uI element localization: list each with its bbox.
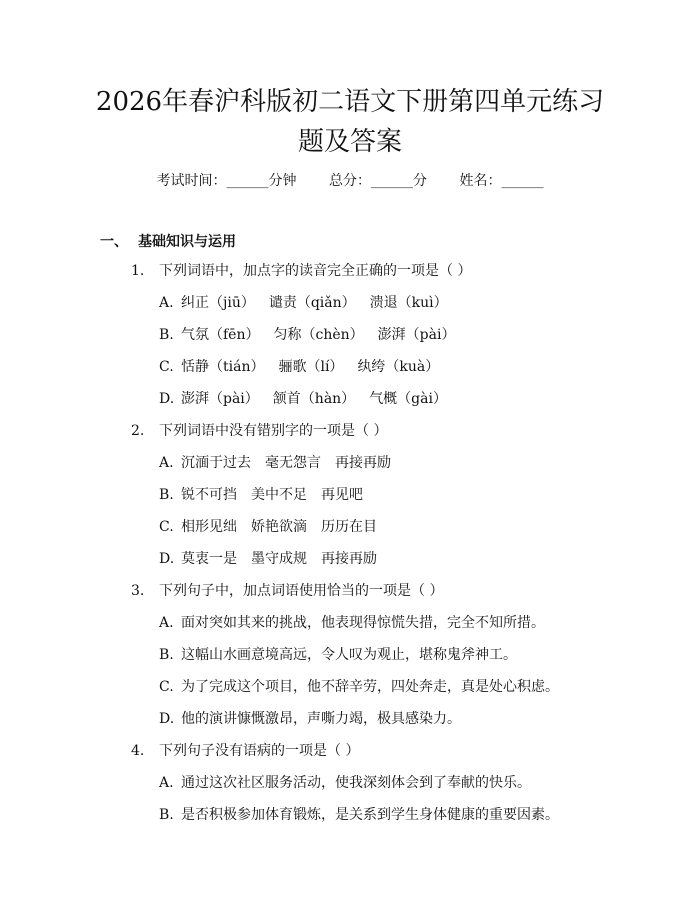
option-3b [159, 645, 517, 665]
section-heading [100, 231, 236, 251]
option-word: 毫无怨言 [265, 455, 321, 471]
option-label: A. [159, 295, 174, 311]
option-3c [159, 677, 559, 697]
option-sentence: 面对突如其来的挑战，他表现得惊慌失措，完全不知所措。 [181, 615, 545, 631]
option-3d [159, 709, 461, 729]
option-label: D. [159, 711, 175, 727]
question-1 [131, 261, 471, 281]
exam-total-score: 总分：______分 [329, 173, 427, 189]
option-word: 气概（gài） [369, 391, 447, 407]
exam-time: 考试时间：______分钟 [156, 173, 297, 189]
option-label: B. [159, 647, 174, 663]
option-1c [159, 357, 439, 377]
option-1b [159, 325, 455, 345]
question-3 [131, 581, 443, 601]
question-4 [131, 741, 359, 761]
option-label: D. [159, 391, 175, 407]
option-word: 再接再励 [321, 551, 377, 567]
option-label: A. [159, 775, 174, 791]
option-2b [159, 485, 363, 505]
question-2 [131, 421, 387, 441]
document-title [60, 82, 640, 162]
option-sentence: 他的演讲慷慨激昂，声嘶力竭，极具感染力。 [181, 711, 461, 727]
option-word: 澎湃（pài） [181, 391, 259, 407]
option-label: B. [159, 807, 174, 823]
question-number: 2. [131, 423, 145, 439]
option-word: 匀称（chèn） [273, 327, 364, 343]
title-line-2: 题及答案 [297, 127, 402, 157]
option-word: 澎湃（pài） [377, 327, 456, 343]
option-2a [159, 453, 391, 473]
option-word: 气氛（fēn） [181, 327, 260, 343]
option-label: B. [159, 327, 174, 343]
option-word: 纨绔（kuà） [357, 359, 440, 375]
option-word: 美中不足 [251, 487, 307, 503]
option-word: 再见吧 [321, 487, 363, 503]
question-text: 下列词语中没有错别字的一项是（ ） [159, 423, 388, 439]
option-2c [159, 517, 377, 537]
option-word: 骊歌（lí） [278, 359, 344, 375]
option-word: 沉湎于过去 [181, 455, 251, 471]
option-word: 历历在目 [321, 519, 377, 535]
option-word: 莫衷一是 [181, 551, 237, 567]
option-word: 墨守成规 [251, 551, 307, 567]
option-sentence: 为了完成这个项目，他不辞辛劳，四处奔走，真是处心积虑。 [181, 679, 559, 695]
section-number: 一、 [100, 234, 128, 250]
option-word: 再接再励 [335, 455, 391, 471]
exam-meta [0, 170, 700, 190]
option-label: C. [159, 519, 174, 535]
title-line-1: 2026年春沪科版初二语文下册第四单元练习 [95, 87, 605, 117]
option-label: D. [159, 551, 175, 567]
question-text: 下列句子中，加点词语使用恰当的一项是（ ） [159, 583, 444, 599]
option-1d [159, 389, 447, 409]
option-label: B. [159, 487, 174, 503]
question-text: 下列词语中，加点字的读音完全正确的一项是（ ） [159, 263, 472, 279]
option-label: A. [159, 455, 174, 471]
option-word: 溃退（kuì） [369, 295, 448, 311]
option-sentence: 这幅山水画意境高远，令人叹为观止，堪称鬼斧神工。 [181, 647, 517, 663]
question-number: 3. [131, 583, 145, 599]
option-label: A. [159, 615, 174, 631]
option-word: 相形见绌 [181, 519, 237, 535]
question-text: 下列句子没有语病的一项是（ ） [159, 743, 360, 759]
option-label: C. [159, 359, 174, 375]
section-title: 基础知识与运用 [138, 234, 236, 250]
question-number: 4. [131, 743, 145, 759]
option-1a [159, 293, 448, 313]
option-word: 锐不可挡 [181, 487, 237, 503]
option-sentence: 通过这次社区服务活动，使我深刻体会到了奉献的快乐。 [181, 775, 531, 791]
student-name: 姓名：______ [459, 173, 544, 189]
option-label: C. [159, 679, 174, 695]
option-word: 娇艳欲滴 [251, 519, 307, 535]
option-4a [159, 773, 531, 793]
option-word: 谴责（qiǎn） [268, 295, 356, 311]
option-3a [159, 613, 545, 633]
option-2d [159, 549, 377, 569]
option-word: 纠正（jiū） [181, 295, 255, 311]
option-sentence: 是否积极参加体育锻炼，是关系到学生身体健康的重要因素。 [181, 807, 559, 823]
option-4b [159, 805, 559, 825]
question-number: 1. [131, 263, 145, 279]
option-word: 恬静（tián） [181, 359, 265, 375]
option-word: 颔首（hàn） [272, 391, 356, 407]
